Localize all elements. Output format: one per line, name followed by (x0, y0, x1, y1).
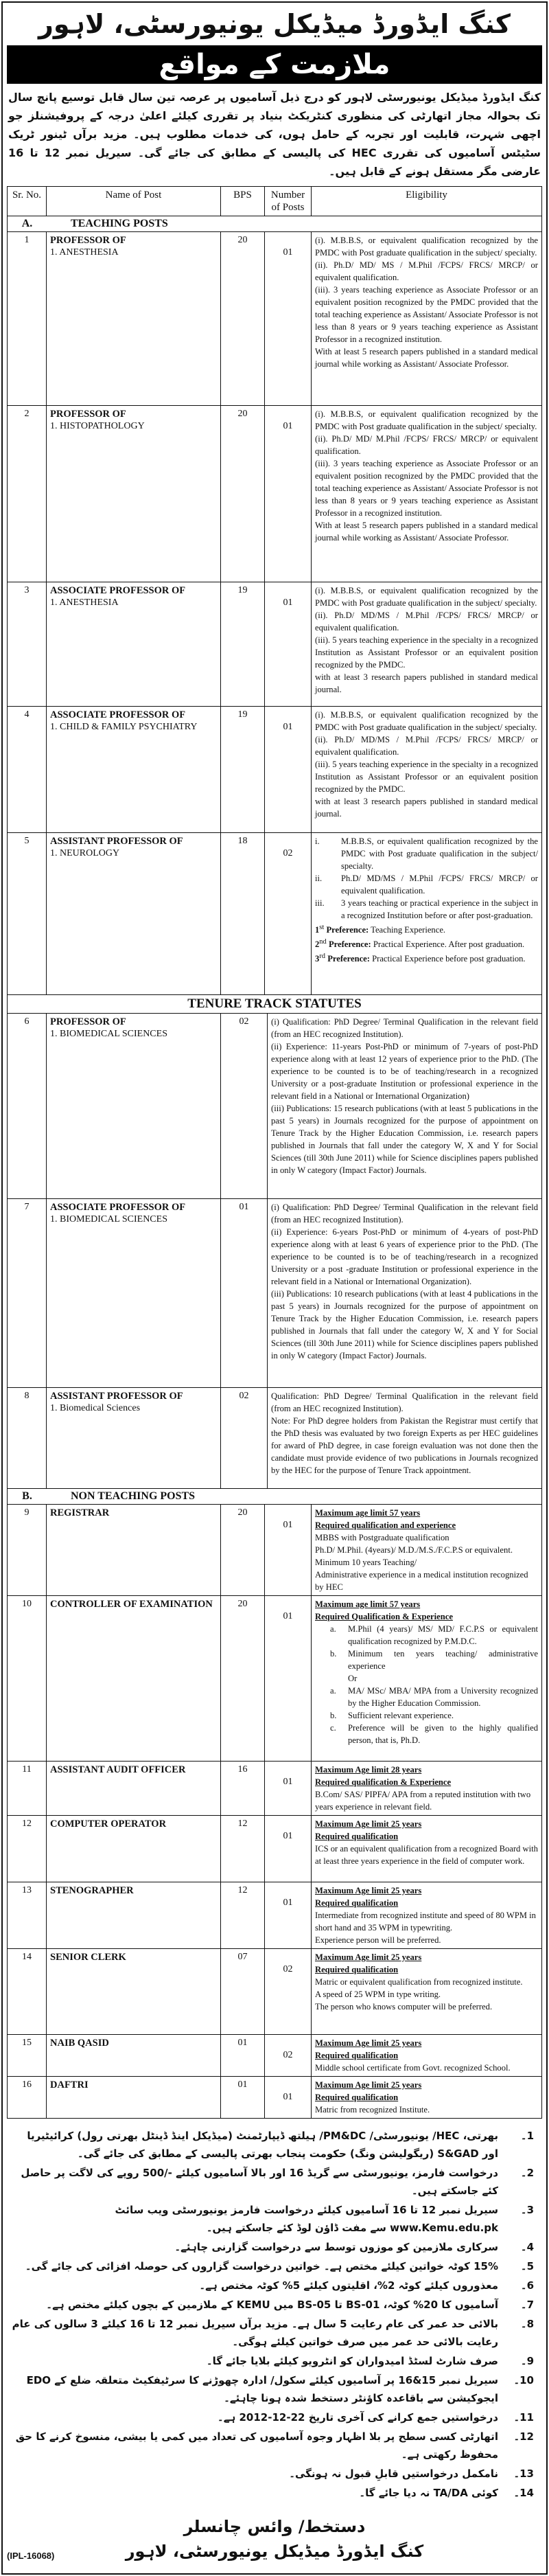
note-text: معذوروں کیلئے کوٹہ 2%، اقلیتوں کیلئے 5% کوٹہ مختص ہے۔ (199, 2279, 498, 2292)
note-number: 14۔ (513, 2487, 534, 2499)
eligibility-item (315, 1648, 538, 1672)
eligibility-heading: Required qualification (315, 2093, 399, 2102)
note-item (10, 2465, 539, 2483)
preference-label: Preference: (326, 925, 369, 935)
item-marker: c. (330, 1723, 336, 1733)
eligibility (268, 1388, 541, 1488)
post-title: ASSOCIATE PROFESSOR OF (50, 1202, 186, 1213)
sr-number: 7 (8, 1199, 47, 1387)
col-bps: BPS (221, 187, 265, 216)
posts-count: 02 (221, 1388, 268, 1488)
eligibility-text: (i). M.B.B.S, or equivalent qualification recognized by the PMDC with Post graduate qualification in the subject/ specialty. (315, 236, 538, 258)
posts-count: 01 (265, 232, 312, 405)
section-non_teaching (8, 1489, 541, 1505)
post-subject: 1. BIOMEDICAL SCIENCES (50, 1214, 167, 1224)
eligibility-text: (iii). 3 years teaching experience as Associate Professor or an equivalent position recognized by the PMDC provided that the total teaching experience as Assistant/ Associate Professor is not less than 8 years or 9 years teaching experience as Assistant Professor in a recognized institution. (315, 459, 538, 518)
bps-value: 01 (221, 2035, 265, 2076)
page-border (1, 1, 548, 2575)
item-text: Preference will be given to the highly qualified person, that is, Ph.D. (348, 1723, 538, 1745)
note-item (10, 2484, 539, 2502)
eligibility (312, 1505, 541, 1595)
preference-item (315, 936, 538, 950)
bps-value: 20 (221, 232, 265, 405)
eligibility-text: With at least 5 research papers published in a standard medical journal while working as Assistant/ Associate Professor. (315, 347, 538, 369)
eligibility (312, 406, 541, 582)
eligibility-item (315, 1722, 538, 1746)
section-tenure: TENURE TRACK STATUTES (8, 995, 541, 1014)
eligibility-text: Administrative experience in a medical institution recognized by HEC (315, 1570, 528, 1592)
eligibility (268, 1199, 541, 1387)
note-number: 6۔ (520, 2279, 534, 2292)
eligibility-heading: Maximum Age limit 28 years (315, 1765, 422, 1775)
eligibility (312, 232, 541, 405)
bps-value: 20 (221, 1596, 265, 1761)
eligibility (312, 1882, 541, 1948)
table-header (8, 187, 541, 216)
eligibility-text: (ii). Ph.D/ MD/ M.Phil /FCPS/ FRCS/ MRCP/ or equivalent qualification. (315, 434, 538, 456)
sr-number: 16 (8, 2077, 47, 2118)
table-row (8, 1014, 541, 1199)
eligibility-text: (i). M.B.B.S, or equivalent qualification recognized by the PMDC with Post graduate qualification in the subject/ specialty. (315, 409, 538, 431)
post-name (47, 1816, 221, 1882)
preference-rank: 1 (315, 925, 320, 935)
item-marker: i. (315, 836, 320, 846)
eligibility-text: (i) Qualification: PhD Degree/ Terminal Qualification in the relevant field (from an HEC recognized Institution). (271, 1202, 538, 1224)
note-number: 13۔ (513, 2467, 534, 2480)
eligibility-text: With at least 5 research papers published in a standard medical journal while working as Assistant/ Associate Professor. (315, 521, 538, 543)
note-item (10, 2352, 539, 2370)
eligibility-heading: Required qualification (315, 1898, 399, 1908)
posts-count: 01 (265, 1816, 312, 1882)
eligibility-text: (iii). 3 years teaching experience as Associate Professor or an equivalent position recognized by the PMDC provided that the total teaching experience as Assistant/ Associate Professor is not less than 8 years or 9 years teaching experience as Assistant Professor in a recognized institution. (315, 285, 538, 344)
section-letter: B. (22, 1490, 32, 1502)
post-name (47, 2077, 221, 2118)
item-text: Sufficient relevant experience. (348, 1711, 454, 1720)
sr-number: 1 (8, 232, 47, 405)
note-text: بھرتی، HEC/ یونیورسٹی/ PM&DC/ ہیلتھ ڈیپارٹمنٹ (میڈیکل اینڈ ڈینٹل بھرتی رول) کرائیٹیریا اور S&GAD (ریگولیشن ونگ) حکومت پنجاب بھرتی پالیسی کے مطابق کی جائے گی۔ (27, 2130, 498, 2160)
note-item (10, 2296, 539, 2314)
bps-value: 20 (221, 1505, 265, 1595)
sr-number: 15 (8, 2035, 47, 2076)
col-eligibility: Eligibility (406, 190, 447, 201)
table-row (8, 707, 541, 833)
eligibility (312, 2035, 541, 2076)
eligibility-text: Ph.D/ M.Phil. (4years)/ M.D./M.S./F.C.P.S or equivalent. (315, 1545, 513, 1555)
jobs-banner: ملازمت کے مواقع (7, 45, 542, 84)
eligibility-text: Note: For PhD degree holders from Pakistan the Registrar must certify that the PhD thesis was evaluated by two foreign Experts as per HEC guidelines for award of PhD degree, in case foreign evaluation was not done then the candidate must provide evidence of two publications in Journals recognized by the HEC for the purpose of Tenure Track appointment. (271, 1416, 538, 1475)
eligibility-item (315, 1672, 538, 1685)
post-name (47, 232, 221, 405)
posts-count: 01 (221, 1199, 268, 1387)
post-subject: 1. BIOMEDICAL SCIENCES (50, 1029, 167, 1039)
bps-value: 01 (221, 2077, 265, 2118)
col-sr: Sr. No. (8, 187, 47, 216)
preference-item (315, 950, 538, 965)
preference-item (315, 922, 538, 936)
note-number: 10۔ (513, 2374, 534, 2386)
item-marker: ii. (315, 874, 323, 883)
eligibility-text: (i). M.B.B.S, or equivalent qualification recognized by the PMDC with Post graduate qualification in the subject/ specialty. (315, 586, 538, 608)
eligibility-item (315, 897, 538, 922)
eligibility-text: (ii) Experience: 6-years Post-PhD or minimum of 4-years of post-PhD experience along with at least 6 years of experience prior to the PhD. (The experience to be counted is to be of teaching/research in a recognized University or a post -graduate Institution or professional experience in the relevant field in a National or International Organization). (271, 1227, 538, 1286)
eligibility-text: Intermediate from recognized institute and speed of 80 WPM in short hand and 35 WPM in typewriting. (315, 1911, 536, 1933)
note-text: کوئی TA/DA نہ دیا جائے گا۔ (359, 2487, 498, 2499)
table-row (8, 1199, 541, 1388)
eligibility-item (315, 1685, 538, 1709)
post-title: CONTROLLER OF EXAMINATION (50, 1599, 213, 1610)
eligibility-heading: Required qualification (315, 2051, 399, 2060)
sr-number: 8 (8, 1388, 47, 1488)
item-marker (330, 1672, 348, 1685)
eligibility-text: (i) Qualification: PhD Degree/ Terminal Qualification in the relevant field (from an HEC recognized Institution). (271, 1017, 538, 1039)
item-text: Minimum ten years teaching/ administrative experience (348, 1649, 538, 1671)
eligibility-heading: Required qualification (315, 1965, 399, 1974)
posts-table (7, 186, 542, 2119)
note-text: آسامیوں کا 20% کوٹہ، BS-01 تا BS-05 میں KEMU کے ملازمین کے بچوں کیلئے مختص ہے۔ (46, 2299, 498, 2311)
posts-count: 02 (265, 2035, 312, 2076)
post-title: ASSISTANT PROFESSOR OF (50, 836, 183, 847)
signature-block (7, 2514, 542, 2566)
eligibility (312, 1949, 541, 2034)
eligibility (268, 1014, 541, 1198)
notes-list (10, 2127, 539, 2502)
preference-suffix: rd (319, 953, 326, 961)
eligibility-item (315, 835, 538, 872)
note-text: 15% کوٹہ خواتین کیلئے مختص ہے۔ خواتین درخواست گزاروں کی حوصلہ افزائی کی جائے گی۔ (25, 2260, 498, 2272)
item-text: MA/ MSc/ MBA/ MPA from a University recognized by the Higher Education Commission. (348, 1686, 538, 1708)
eligibility-heading: Maximum Age limit 25 years (315, 2038, 422, 2048)
post-subject: 1. CHILD & FAMILY PSYCHIATRY (50, 722, 198, 732)
post-name (47, 1388, 221, 1488)
preference-text: Teaching Experience. (371, 925, 446, 935)
table-row (8, 1949, 541, 2035)
university-title: کنگ ایڈورڈ میڈیکل یونیورسٹی، لاہور (38, 9, 511, 39)
eligibility-heading: Required qualification & Experience (315, 1777, 452, 1787)
posts-count: 02 (265, 833, 312, 994)
note-text: سرکاری ملازمین کو موزوں توسط سے درخواست گزارنی چاہئے۔ (174, 2241, 498, 2253)
eligibility (312, 1596, 541, 1761)
eligibility-text: A speed of 25 WPM in type writing. (315, 1990, 441, 1999)
note-item (10, 2127, 539, 2163)
eligibility-text: Minimum 10 years Teaching/ (315, 1558, 417, 1567)
preference-label: Preference: (327, 954, 370, 964)
note-text: اتھارٹی کسی سطح پر بلا اظہار وجوہ آسامیوں کی تعداد میں کمی یا بیشی، منسوخ کرنے کا حق محفوظ رکھتی ہے۔ (15, 2430, 498, 2461)
note-number: 8۔ (520, 2318, 534, 2330)
item-marker: b. (330, 1649, 337, 1659)
note-item (10, 2201, 539, 2237)
eligibility (312, 833, 541, 994)
note-item (10, 2257, 539, 2275)
post-name (47, 1199, 221, 1387)
post-name (47, 833, 221, 994)
note-item (10, 2408, 539, 2426)
post-subject: 1. ANESTHESIA (50, 597, 119, 608)
note-item (10, 2315, 539, 2351)
signature-title: دستخط/ وائس چانسلر (183, 2517, 366, 2536)
post-subject: 1. HISTOPATHOLOGY (50, 421, 145, 431)
post-name (47, 406, 221, 582)
posts-count: 01 (265, 1762, 312, 1815)
post-name (47, 2035, 221, 2076)
bps-value: 19 (221, 707, 265, 832)
table-body (8, 216, 541, 2119)
posts-count: 01 (265, 707, 312, 832)
post-title: PROFESSOR OF (50, 235, 126, 246)
section-teaching (8, 216, 541, 232)
post-subject: 1. ANESTHESIA (50, 247, 119, 258)
table-row (8, 833, 541, 995)
note-text: درخواست فارمز، یونیورسٹی سے گریڈ 16 اور بالا آسامیوں کیلئے -/500 روپے کی لاگت پر حاصل کئے جاسکتے ہیں۔ (21, 2167, 498, 2197)
item-text: 3 years teaching or practical experience in the subject in a recognized Institution before or after post-graduation. (341, 898, 538, 920)
table-row (8, 1505, 541, 1596)
eligibility-text: Experience person will be preferred. (315, 1935, 441, 1945)
post-title: DAFTRI (50, 2079, 89, 2090)
note-item (10, 2277, 539, 2294)
bps-value: 18 (221, 833, 265, 994)
item-text: M.B.B.S, or equivalent qualification recognized by the PMDC with Post graduate qualification in the subject/ specialty. (341, 836, 538, 871)
signature-university: کنگ ایڈورڈ میڈیکل یونیورسٹی، لاہور (125, 2542, 424, 2561)
table-row (8, 1816, 541, 1882)
note-number: 5۔ (520, 2260, 534, 2272)
eligibility-heading: Maximum Age limit 25 years (315, 1819, 422, 1829)
eligibility-text: (iii). 5 years teaching experience in the specialty in a recognized Institution as Assistant Professor or an equivalent position recognized by the PMDC. (315, 635, 538, 670)
post-title: ASSISTANT AUDIT OFFICER (50, 1764, 186, 1775)
note-item (10, 2428, 539, 2463)
bps-value: 19 (221, 582, 265, 706)
intro-paragraph: کنگ ایڈورڈ میڈیکل یونیورسٹی لاہور کو درج ذیل آسامیوں پر عرصہ تین سال قابل توسیع پانچ سال تک بحوالہ مجاز اتھارٹی کی منظوری کنٹریکٹ بنیاد پر تقرری کیلئے اعلیٰ درجہ کے پروفیشنلز جو اچھی شہرت، قابلیت اور تجربہ کے حامل ہوں، کی خدمات مطلوب ہیں۔ مزید برآں ٹینور ٹریک سٹیٹس آسامیوں کی تقرری HEC کی پالیسی کے مطابق کی جائے گی۔ سیریل نمبر 12 تا 16 عارضی مگر مستقل ہونے کے قابل ہیں۔ (8, 91, 541, 178)
eligibility-item (315, 872, 538, 897)
eligibility-text: ICS or an equivalent qualification from a recognized Board with at least three years experience in the field of computer work. (315, 1844, 538, 1866)
eligibility-text: (i). M.B.B.S, or equivalent qualification recognized by the PMDC with Post graduate qualification in the subject/ specialty. (315, 710, 538, 732)
eligibility-text: (iii). 5 years teaching experience in the specialty in a recognized Institution as Assistant Professor or an equivalent position recognized by the PMDC. (315, 760, 538, 794)
eligibility (312, 1762, 541, 1815)
post-name (47, 1596, 221, 1761)
eligibility-text: (iii) Publications: 10 research publications (with at least 4 publications in the past 5 years) in Journals recognized for the purpose of appointment on Tenure Track by the Higher Education Commission, i.e. research papers published in Journals that fall under the category W, X and Y for Social Sciences (till 30th June 2011) while for Science disciplines papers published in only W category (Impact Factor) Journals. (271, 1289, 538, 1360)
section-title: TEACHING POSTS (71, 218, 168, 229)
eligibility-item (315, 1709, 538, 1722)
post-name (47, 1949, 221, 2034)
note-text: صرف شارٹ لسٹڈ امیدواران کو انٹرویو کیلئے بلایا جائے گا۔ (206, 2355, 498, 2367)
eligibility-text: MBBS with Postgraduate qualification (315, 1533, 449, 1542)
note-number: 9۔ (520, 2355, 534, 2367)
post-title: SENIOR CLERK (50, 1952, 126, 1963)
posts-count: 01 (265, 1596, 312, 1761)
item-text: Ph.D/ MD/MS / M.Phil /FCPS/ FRCS/ MRCP/ or equivalent qualification. (341, 874, 538, 896)
item-marker: a. (330, 1624, 336, 1634)
bps-value: 07 (221, 1949, 265, 2034)
sr-number: 4 (8, 707, 47, 832)
eligibility-text: Matric or equivalent qualification from recognized institute. (315, 1977, 523, 1987)
section-letter: A. (21, 218, 33, 229)
eligibility-text: with at least 3 research papers published in standard medical journal. (315, 672, 538, 694)
eligibility-text: Matric from recognized Institute. (315, 2105, 430, 2115)
post-subject: 1. Biomedical Sciences (50, 1403, 141, 1413)
eligibility-text: B.Com/ SAS/ PIPFA/ APA from a reputed institution with two years experience in relevant field. (315, 1790, 531, 1812)
note-number: 11۔ (513, 2411, 534, 2424)
note-item (10, 2238, 539, 2256)
post-title: STENOGRAPHER (50, 1885, 134, 1896)
eligibility-heading: Maximum Age limit 25 years (315, 1886, 422, 1895)
post-name (47, 1505, 221, 1595)
eligibility-heading: Maximum age limit 57 years (315, 1508, 421, 1518)
note-text: نامکمل درخواستیں قابلِ قبول نہ ہونگی۔ (289, 2467, 498, 2480)
eligibility-text: (ii). Ph.D/ MD/MS / M.Phil /FCPS/ FRCS/ MRCP/ or equivalent qualification. (315, 735, 538, 757)
preference-rank: 2 (315, 939, 320, 950)
eligibility-heading: Maximum Age limit 25 years (315, 2080, 422, 2090)
eligibility (312, 2077, 541, 2118)
sr-number: 13 (8, 1882, 47, 1948)
item-marker: iii. (315, 898, 325, 908)
post-title: NAIB QASID (50, 2038, 109, 2049)
preference-text: Practical Experience. After post graduation. (373, 939, 525, 950)
table-row (8, 2077, 541, 2119)
eligibility-heading: Required qualification (315, 1832, 399, 1841)
note-item (10, 2164, 539, 2200)
sr-number: 10 (8, 1596, 47, 1761)
posts-count: 02 (265, 1949, 312, 2034)
note-text: درخواستیں جمع کرانے کی آخری تاریخ 22-12-2012 ہے۔ (217, 2411, 498, 2424)
eligibility (312, 1816, 541, 1882)
bps-value: 12 (221, 1882, 265, 1948)
eligibility-heading: Required qualification and experience (315, 1520, 456, 1530)
bps-value: 12 (221, 1816, 265, 1882)
posts-count: 01 (265, 2077, 312, 2118)
note-number: 4۔ (520, 2241, 534, 2253)
posts-count: 01 (265, 406, 312, 582)
eligibility-text: (ii). Ph.D/ MD/ MS / M.Phil /FCPS/ FRCS/ MRCP/ or equivalent qualification. (315, 260, 538, 282)
table-row (8, 1388, 541, 1489)
col-name: Name of Post (47, 187, 221, 216)
posts-count: 01 (265, 582, 312, 706)
posts-count: 01 (265, 1505, 312, 1595)
sr-number: 12 (8, 1816, 47, 1882)
sr-number: 11 (8, 1762, 47, 1815)
ad-reference: (IPL-16068) (7, 2551, 55, 2561)
note-text: سیریل نمبر 15&16 پر آسامیوں کیلئے سکول/ ادارہ چھوڑنے کا سرٹیفکیٹ متعلقہ ضلع کے EDO ایجوکیشن سے باقاعدہ کاؤنٹر دستخط شدہ ہونا چاہئے۔ (26, 2374, 498, 2404)
item-marker: a. (330, 1686, 336, 1696)
eligibility-heading: Maximum Age limit 25 years (315, 1952, 422, 1962)
table-row (8, 1596, 541, 1762)
eligibility-heading: Maximum age limit 57 years (315, 1599, 421, 1609)
preference-suffix: st (319, 924, 325, 931)
eligibility-heading: Required Qualification & Experience (315, 1612, 453, 1621)
note-number: 7۔ (520, 2299, 534, 2311)
bps-value: 20 (221, 406, 265, 582)
eligibility-item (315, 1623, 538, 1648)
col-posts: Number of Posts (265, 187, 312, 216)
post-title: ASSISTANT PROFESSOR OF (50, 1391, 183, 1402)
item-text: M.Phil (4 years)/ MS/ MD/ F.C.P.S or equivalent qualification recognized by P.M.D.C. (348, 1624, 538, 1646)
eligibility-text: with at least 3 research papers published in standard medical journal. (315, 797, 538, 819)
note-number: 1۔ (520, 2130, 534, 2142)
item-marker: b. (330, 1711, 337, 1720)
table-row (8, 582, 541, 707)
post-title: REGISTRAR (50, 1507, 110, 1518)
eligibility-text: (iii) Publications: 15 research publications (with at least 5 publications in the past 5 years) in Journals recognized for the purpose of appointment on Tenure Track by the Higher Education Commission, i.e. research papers published in Journals that fall under the category W, X and Y for Social Sciences (till 30th June 2011) while for Science disciplines papers published in only W category (Impact Factor) Journals. (271, 1104, 538, 1175)
posts-count: 01 (265, 1882, 312, 1948)
table-row (8, 1882, 541, 1949)
post-title: PROFESSOR OF (50, 1016, 126, 1027)
table-row (8, 406, 541, 582)
sr-number: 14 (8, 1949, 47, 2034)
item-text: Or (348, 1674, 358, 1683)
post-title: COMPUTER OPERATOR (50, 1819, 167, 1830)
post-name (47, 707, 221, 832)
bps-value: 16 (221, 1762, 265, 1815)
eligibility-text: Middle school certificate from Govt. recognized School. (315, 2063, 511, 2073)
section-title: NON TEACHING POSTS (71, 1490, 196, 1502)
post-subject: 1. NEUROLOGY (50, 848, 120, 858)
sr-number: 3 (8, 582, 47, 706)
eligibility-text: The person who knows computer will be preferred. (315, 2002, 493, 2011)
note-number: 12۔ (513, 2430, 534, 2443)
eligibility (312, 582, 541, 706)
sr-number: 9 (8, 1505, 47, 1595)
sr-number: 6 (8, 1014, 47, 1198)
sr-number: 2 (8, 406, 47, 582)
table-row (8, 232, 541, 406)
eligibility-text: (ii) Experience: 11-years Post-PhD or minimum of 7-years of post-PhD experience along with at least 12 years of experience prior to the PhD. (The experience to be counted is to be of teaching/research in a recognized University or a post-graduate Institution or professional experience in the relevant field in a National or International Organization) (271, 1042, 538, 1101)
preference-text: Practical Experience before post graduation. (372, 954, 526, 964)
preference-suffix: nd (319, 938, 327, 946)
table-row (8, 2035, 541, 2077)
note-number: 2۔ (520, 2167, 534, 2179)
post-title: ASSOCIATE PROFESSOR OF (50, 585, 186, 596)
table-row (8, 1762, 541, 1816)
preference-rank: 3 (315, 954, 320, 964)
preference-label: Preference: (328, 939, 371, 950)
eligibility-text: Qualification: PhD Degree/ Terminal Qualification in the relevant field (from an HEC recognized Institution). (271, 1391, 538, 1413)
eligibility-text: (ii). Ph.D/ MD/MS / M.Phil /FCPS/ FRCS/ MRCP/ or equivalent qualification. (315, 611, 538, 632)
post-title: ASSOCIATE PROFESSOR OF (50, 709, 186, 720)
post-name (47, 1882, 221, 1948)
note-item (10, 2371, 539, 2407)
post-name (47, 1014, 221, 1198)
post-name (47, 582, 221, 706)
posts-count: 02 (221, 1014, 268, 1198)
eligibility (312, 707, 541, 832)
post-title: PROFESSOR OF (50, 409, 126, 420)
post-name (47, 1762, 221, 1815)
sr-number: 5 (8, 833, 47, 994)
note-text: بالائی حد عمر کی عام رعایت 5 سال ہے۔ مزید برآں سیریل نمبر 12 تا 16 کیلئے 3 سالوں کی عام رعایت بالائی حد عمر میں صرف خواتین کیلئے ہوگی۔ (12, 2318, 498, 2348)
note-text: سیریل نمبر 12 تا 16 آسامیوں کیلئے درخواست فارمز یونیورسٹی ویب سائٹ www.Kemu.edu.pk سے مفت ڈاؤن لوڈ کئے جاسکتے ہیں۔ (115, 2204, 498, 2234)
note-number: 3۔ (520, 2204, 534, 2216)
